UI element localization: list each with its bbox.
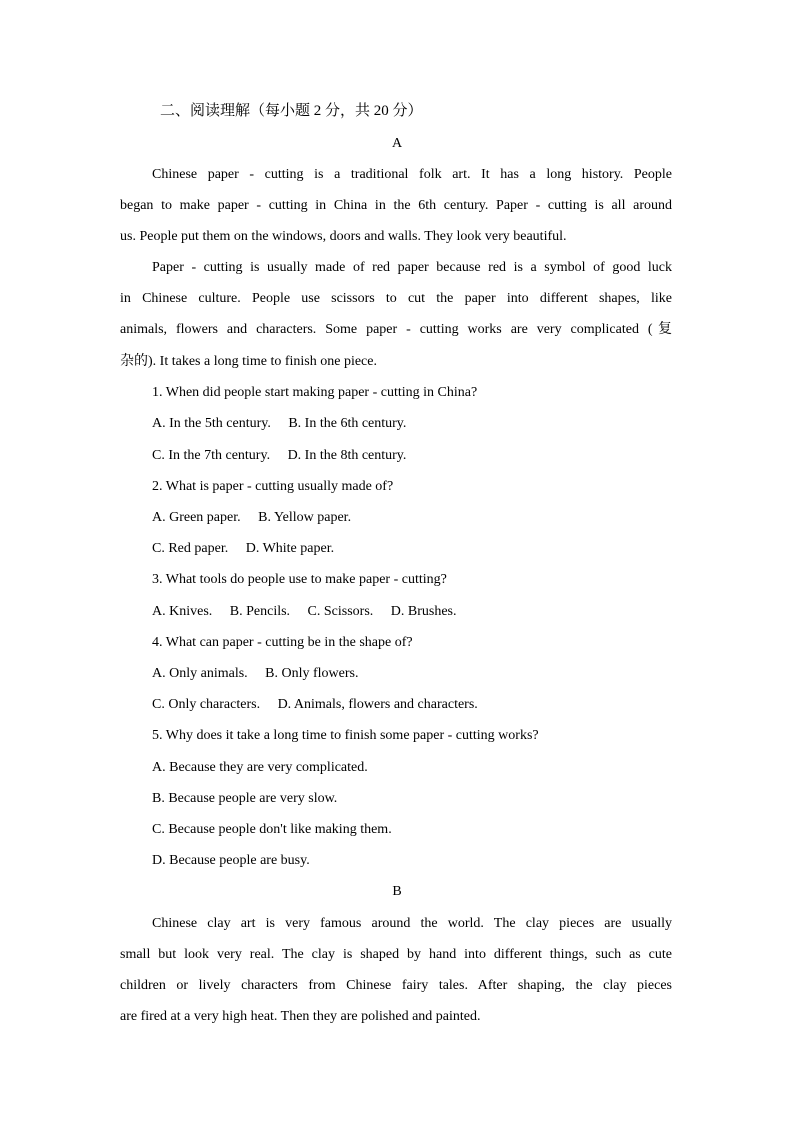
question-options: C. In the 7th century. D. In the 8th century. [152, 448, 407, 463]
section-heading: 二、阅读理解（每小题 2 分，共 20 分） [160, 103, 423, 119]
passage-b-line: are fired at a very high heat. Then they are polished and painted. [120, 1009, 481, 1024]
question-stem: 3. What tools do people use to make paper - cutting? [152, 572, 447, 587]
passage-a-line: in Chinese culture. People use scissors to cut the paper into different shapes, like [120, 291, 672, 306]
question-options: A. In the 5th century. B. In the 6th century. [152, 416, 407, 431]
question-options: A. Only animals. B. Only flowers. [152, 666, 359, 681]
passage-b-line: children or lively characters from Chinese fairy tales. After shaping, the clay pieces [120, 978, 672, 993]
passage-a-line: began to make paper - cutting in China in the 6th century. Paper - cutting is all around [120, 198, 672, 213]
passage-b-line: small but look very real. The clay is shaped by hand into different things, such as cute [120, 947, 672, 962]
question-options: A. Green paper. B. Yellow paper. [152, 510, 352, 525]
question-options: C. Only characters. D. Animals, flowers and characters. [152, 697, 478, 712]
passage-a-line: us. People put them on the windows, doors and walls. They look very beautiful. [120, 229, 567, 244]
question-options: C. Because people don't like making them. [152, 822, 392, 837]
passage-a-line: Chinese paper - cutting is a traditional folk art. It has a long history. People [152, 167, 672, 182]
question-options: D. Because people are busy. [152, 853, 310, 868]
question-options: A. Because they are very complicated. [152, 760, 368, 775]
question-stem: 2. What is paper - cutting usually made of? [152, 479, 394, 494]
passage-b-label: B [392, 884, 402, 899]
passage-a-line: animals, flowers and characters. Some paper - cutting works are very complicated (复 [120, 322, 672, 337]
question-options: C. Red paper. D. White paper. [152, 541, 335, 556]
question-stem: 4. What can paper - cutting be in the shape of? [152, 635, 413, 650]
question-stem: 1. When did people start making paper - cutting in China? [152, 385, 478, 400]
passage-b-line: Chinese clay art is very famous around the world. The clay pieces are usually [152, 916, 672, 931]
question-options: B. Because people are very slow. [152, 791, 338, 806]
question-options: A. Knives. B. Pencils. C. Scissors. D. Brushes. [152, 604, 457, 619]
question-stem: 5. Why does it take a long time to finish some paper - cutting works? [152, 728, 539, 743]
passage-a-label: A [391, 136, 403, 151]
passage-a-line: Paper - cutting is usually made of red paper because red is a symbol of good luck [152, 260, 672, 275]
passage-a-line: 杂的). It takes a long time to finish one piece. [120, 354, 377, 369]
